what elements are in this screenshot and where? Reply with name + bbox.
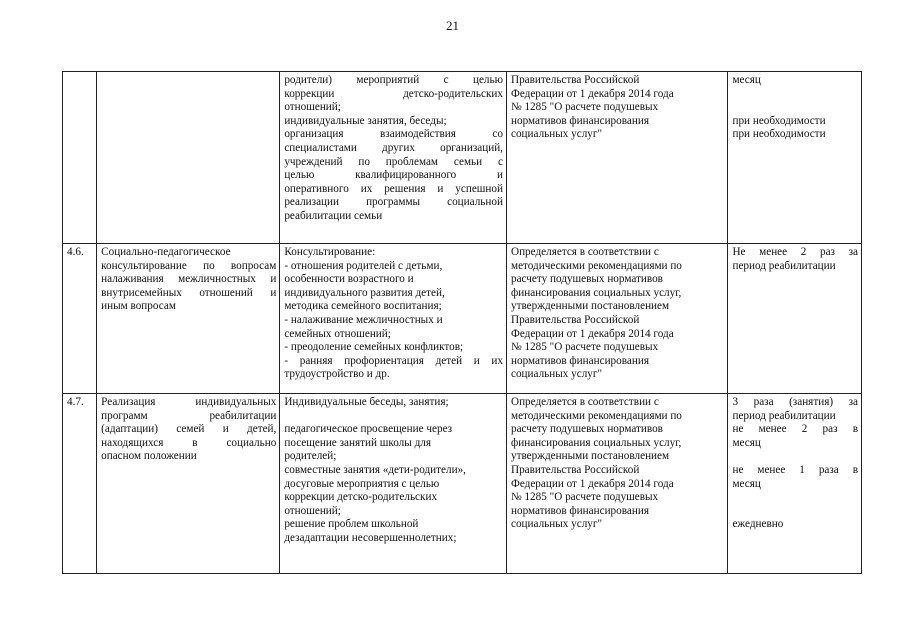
row-number-cell: [63, 244, 97, 394]
service-name-line: Реализация индивидуальных: [101, 396, 277, 408]
cost-basis-line: № 1285 "О расчете подушевых: [510, 491, 659, 504]
service-content-line: оперативного их решения и успешной: [284, 182, 503, 195]
service-content-cell: [280, 72, 507, 244]
cost-basis-line: нормативов финансирования: [510, 504, 649, 517]
service-content-line: Индивидуальные беседы, занятия;: [284, 396, 449, 408]
term-cell: [728, 394, 862, 574]
service-name-line: внутрисемейных отношений и: [101, 286, 277, 299]
cost-basis-line: нормативов финансирования: [510, 114, 649, 127]
cost-basis-line: № 1285 "О расчете подушевых: [510, 341, 659, 354]
cost-basis-line: финансирования социальных услуг,: [510, 436, 682, 449]
blank-line: [732, 88, 858, 102]
service-name-line: консультирование по вопросам: [101, 259, 277, 272]
cost-basis-line: расчету подушевых нормативов: [510, 273, 663, 286]
cost-basis-line: финансирования социальных услуг,: [510, 286, 682, 299]
cost-basis-line: расчету подушевых нормативов: [510, 423, 663, 436]
term-line: месяц: [732, 74, 761, 86]
service-content-line: отношений;: [284, 101, 341, 114]
term-line: месяц: [732, 436, 761, 449]
service-content-line: организация взаимодействия со: [284, 128, 503, 141]
blank-line: [732, 101, 858, 115]
service-content-line: реабилитации семьи: [284, 209, 383, 222]
service-content-line: - отношения родителей с детьми,: [284, 259, 443, 272]
service-content-cell: [280, 394, 507, 574]
cost-basis-line: Определяется в соответствии с: [510, 246, 659, 258]
table-row: [63, 394, 862, 574]
cost-basis-line: Определяется в соответствии с: [510, 396, 659, 408]
term-cell: [728, 72, 862, 244]
service-content-line: - ранняя профориентация детей и их: [284, 354, 503, 367]
cost-basis-line: Правительства Российской: [510, 313, 640, 326]
service-content-line: совместные занятия «дети-родители»,: [284, 463, 466, 476]
blank-line: [284, 410, 503, 424]
cost-basis-line: Федерации от 1 декабря 2014 года: [510, 327, 674, 340]
term-line: не менее 1 раза в: [732, 463, 858, 476]
service-content-line: учреждений по проблемам семьи с: [284, 155, 503, 168]
blank-line: [732, 491, 858, 505]
service-content-line: дезадаптации несовершеннолетних;: [284, 531, 457, 544]
row-number-cell: [63, 394, 97, 574]
blank-line: [732, 505, 858, 519]
service-name-line: иным вопросам: [101, 300, 176, 313]
service-content-line: родителей;: [284, 450, 337, 463]
service-content-line: семейных отношений;: [284, 327, 391, 340]
cost-basis-line: социальных услуг": [510, 518, 603, 531]
service-content-cell: [280, 244, 507, 394]
service-name-line: (адаптации) семей и детей,: [101, 423, 277, 436]
term-line: не менее 2 раз в: [732, 423, 858, 436]
term-line: Не менее 2 раз за: [732, 246, 858, 258]
service-content-line: коррекции детско-родительских: [284, 491, 438, 504]
service-name-line: налаживания межличностных и: [101, 273, 277, 286]
table-row: [63, 72, 862, 244]
cost-basis-cell: [506, 72, 727, 244]
cost-basis-line: нормативов финансирования: [510, 354, 649, 367]
cost-basis-cell: [506, 244, 727, 394]
cost-basis-line: Правительства Российской: [510, 74, 640, 86]
cost-basis-line: Федерации от 1 декабря 2014 года: [510, 87, 674, 100]
service-content-line: индивидуального развития детей,: [284, 286, 445, 299]
service-name-line: находящихся в социально: [101, 436, 277, 449]
blank-line: [732, 450, 858, 464]
service-content-line: досуговые мероприятия с целью: [284, 477, 440, 490]
service-content-line: Консультирование:: [284, 246, 376, 258]
service-content-line: - налаживание межличностных и: [284, 313, 443, 326]
cost-basis-line: методическими рекомендациями по: [510, 409, 682, 422]
service-name-line: программ реабилитации: [101, 409, 277, 422]
service-content-line: целью квалифицированного и: [284, 169, 503, 182]
page-number: 21: [446, 18, 459, 33]
service-content-line: педагогическое просвещение через: [284, 423, 453, 436]
service-content-line: реализации программы социальной: [284, 196, 503, 209]
cost-basis-line: утвержденными постановлением: [510, 300, 670, 313]
term-line: период реабилитации: [732, 259, 836, 272]
services-table: [62, 71, 862, 574]
service-content-line: индивидуальные занятия, беседы;: [284, 114, 447, 127]
service-content-line: коррекции детско-родительских: [284, 87, 503, 100]
service-content-line: решение проблем школьной: [284, 518, 419, 531]
service-name-line: опасном положении: [101, 450, 197, 463]
term-cell: [728, 244, 862, 394]
term-line: при необходимости: [732, 128, 826, 141]
term-line: при необходимости: [732, 114, 826, 127]
service-name-cell: [97, 72, 280, 244]
cost-basis-cell: [506, 394, 727, 574]
cost-basis-line: социальных услуг": [510, 368, 603, 381]
row-number: 4.6.: [67, 246, 84, 258]
service-name-line: Социально-педагогическое: [101, 246, 231, 258]
cost-basis-line: № 1285 "О расчете подушевых: [510, 101, 659, 114]
term-line: 3 раза (занятия) за: [732, 396, 858, 408]
service-content-line: специалистами других организаций,: [284, 141, 503, 154]
service-content-line: - преодоление семейных конфликтов;: [284, 341, 464, 354]
cost-basis-line: методическими рекомендациями по: [510, 259, 682, 272]
service-content-line: родители) мероприятий с целью: [284, 74, 503, 86]
service-content-line: методика семейного воспитания;: [284, 300, 442, 313]
row-number-cell: [63, 72, 97, 244]
table-row: [63, 244, 862, 394]
service-content-line: посещение занятий школы для: [284, 436, 431, 449]
cost-basis-line: утвержденными постановлением: [510, 450, 670, 463]
term-line: месяц: [732, 477, 761, 490]
table-body: [63, 72, 862, 574]
service-content-line: отношений;: [284, 504, 341, 517]
service-content-line: трудоустройство и др.: [284, 368, 390, 381]
cost-basis-line: Федерации от 1 декабря 2014 года: [510, 477, 674, 490]
term-line: ежедневно: [732, 518, 784, 531]
cost-basis-line: социальных услуг": [510, 128, 603, 141]
row-number: 4.7.: [67, 396, 84, 408]
term-line: период реабилитации: [732, 409, 836, 422]
service-content-line: особенности возрастного и: [284, 273, 414, 286]
service-name-cell: [97, 394, 280, 574]
service-name-cell: [97, 244, 280, 394]
cost-basis-line: Правительства Российской: [510, 463, 640, 476]
